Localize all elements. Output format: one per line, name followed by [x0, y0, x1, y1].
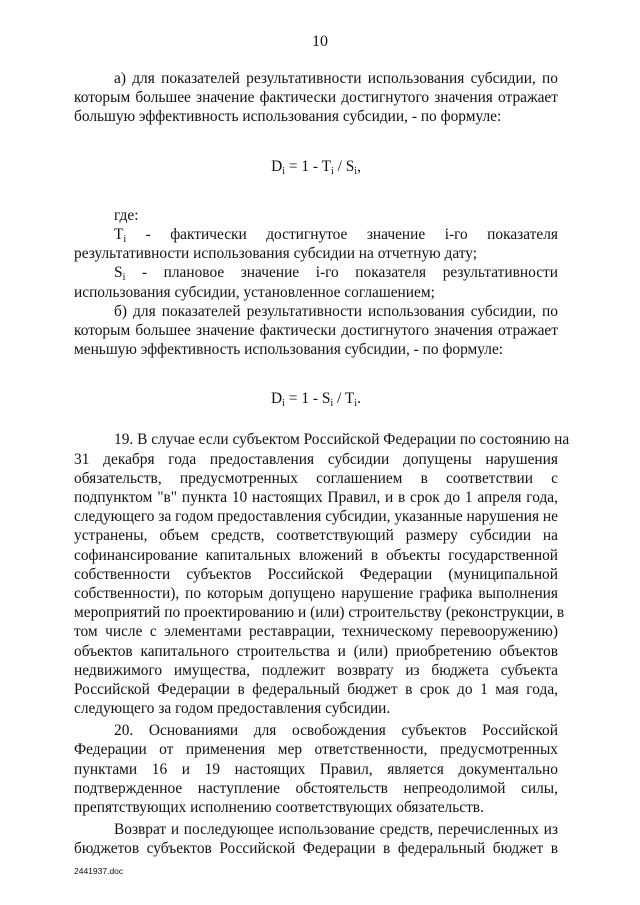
paragraph-20 [74, 721, 558, 817]
definition-t [74, 225, 558, 263]
text-line: $S_i$ - плановое значение i-го показателя результативности [114, 264, 558, 284]
text-line: собственности субъектов Российской Федерации (муниципальной [74, 565, 558, 583]
text-line: 31 декабря года предоставления субсидии допущены нарушения [74, 450, 558, 468]
text-line: том числе с элементами реставрации, техническому перевооружению) [74, 623, 558, 641]
text-line: использования субсидии, установленное соглашением; [74, 283, 435, 301]
text-line: следующего за годом предоставления субсидии, указанные нарушения не [74, 508, 558, 526]
formula-2: $D_i = 1 - S_i / T_i$. [271, 390, 361, 410]
text-line: объектов капитального строительства и (или) приобретению объектов [74, 642, 558, 660]
text-line: которым большее значение фактически достигнутого значения отражает [74, 321, 558, 339]
text-line: а) для показателей результативности использования субсидии, по [114, 70, 558, 87]
text-line: которым большее значение фактически достигнутого значения отражает [74, 89, 558, 107]
definition-s [74, 263, 558, 301]
text-line: бюджетов субъектов Российской Федерации в федеральный бюджет в [74, 840, 558, 858]
paragraph-return [74, 820, 558, 858]
text-line: результативности использования субсидии на отчетную дату; [74, 245, 478, 263]
text-line: устранены, объем средств, соответствующий размеру субсидии на [74, 527, 558, 545]
page-number: 10 [312, 33, 328, 50]
text-line: Федерации от применения мер ответственности, предусмотренных [74, 741, 558, 759]
paragraph-b [74, 302, 558, 360]
text-line: собственности), по которым допущено нарушение графика выполнения [74, 584, 558, 602]
text-line: следующего за годом предоставления субсидии. [74, 700, 391, 718]
text-line: подпунктом "в" пункта 10 настоящих Правил, и в срок до 1 апреля года, [74, 489, 558, 506]
text-line: обязательств, предусмотренных соглашением в соответствии с [74, 469, 558, 487]
text-line: пунктами 16 и 19 настоящих Правил, является документально [74, 760, 558, 778]
text-line: б) для показателей результативности использования субсидии, по [114, 302, 558, 320]
paragraph-a [74, 69, 558, 127]
text-line: большую эффективность использования субсидии, - по формуле: [74, 108, 502, 126]
text-line: недвижимого имущества, подлежит возврату из бюджета субъекта [74, 661, 558, 679]
paragraph-19 [74, 430, 570, 718]
document-body [74, 69, 570, 859]
text-line: меньшую эффективность использования субсидии, - по формуле: [74, 341, 504, 359]
formula-1: $D_i = 1 - T_i / S_i$, [271, 157, 361, 177]
where-label: где: [114, 206, 139, 224]
document-filename: 2441937.doc [74, 866, 124, 876]
text-line: 19. В случае если субъектом Российской Федерации по состоянию на [114, 431, 570, 449]
text-line: подтвержденное наступление обстоятельств непреодолимой силы, [74, 779, 558, 797]
text-line: софинансирование капитальных вложений в объекты государственной [74, 546, 558, 564]
text-line: Возврат и последующее использование средств, перечисленных из [114, 821, 558, 839]
text-line: Российской Федерации в федеральный бюджет в срок до 1 мая года, [74, 680, 558, 698]
text-line: $T_i$ - фактически достигнутое значение i-го показателя [114, 225, 558, 245]
text-line: мероприятий по проектированию и (или) строительству (реконструкции, в [74, 604, 565, 622]
text-line: препятствующих исполнению соответствующих обязательств. [74, 799, 484, 816]
text-line: 20. Основаниями для освобождения субъектов Российской [114, 722, 558, 740]
